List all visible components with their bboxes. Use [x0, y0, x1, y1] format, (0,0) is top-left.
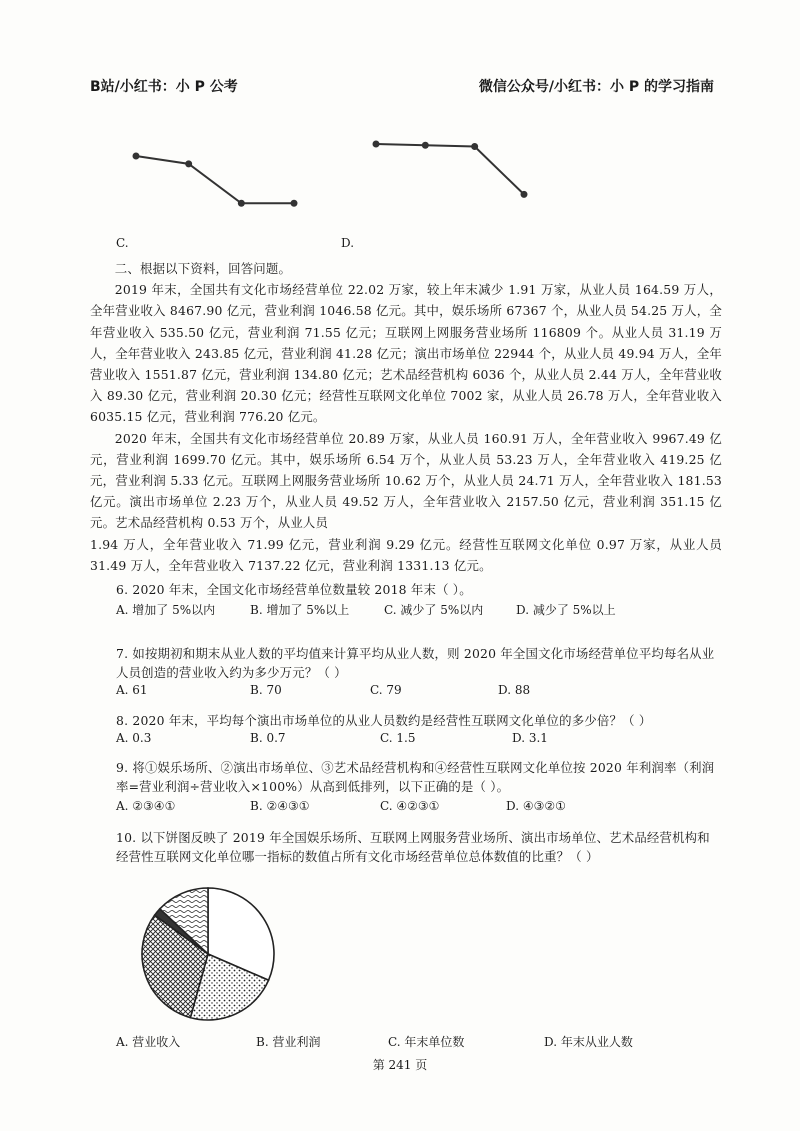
q6-option-a[interactable]: A. 增加了 5%以内: [116, 603, 216, 617]
q6-option-c[interactable]: C. 减少了 5%以内: [384, 603, 484, 617]
option-d-line: [376, 144, 524, 194]
question-9-options: [116, 799, 720, 817]
option-c-point-2: [185, 160, 192, 167]
option-d-line-chart: [360, 128, 540, 223]
question-7-options: [116, 683, 720, 701]
question-6-options: [116, 601, 720, 619]
q8-option-c[interactable]: C. 1.5: [380, 731, 416, 745]
option-d-point-3: [471, 143, 478, 150]
option-c-point-1: [133, 153, 140, 160]
q6-option-b[interactable]: B. 增加了 5%以上: [250, 603, 350, 617]
paragraph-2020: 2020 年末，全国共有文化市场经营单位 20.89 万家，从业人员 160.91 万人，全年营业收入 9967.49 亿元，营业利润 1699.70 亿元。其中，娱乐场所 6.54 万个，从业人员 53.23 万人，全年营业收入 419.25 亿元，营业利润 5.33 亿元。互联网上网服务营业场所 10.62 万个，从业人员 24.71 万人，全年营业收入 181.53 亿元。演出市场单位 2.23 万个，从业人员 49.52 万人，全年营业收入 2157.50 亿元，营业利润 351.15 亿元。艺术品经营机构 0.53 万个，从业人员: [90, 430, 722, 531]
q8-option-b[interactable]: B. 0.7: [250, 731, 286, 745]
q10-option-d[interactable]: D. 年末从业人数: [544, 1035, 633, 1049]
page-number: 第 241 页: [372, 1058, 428, 1072]
option-c-line-chart: [120, 140, 310, 235]
q7-option-b[interactable]: B. 70: [250, 683, 282, 697]
q9-option-d[interactable]: D. ④③②①: [506, 799, 566, 813]
pie-chart: [138, 884, 278, 1024]
question-10-options: [116, 1033, 720, 1051]
question-7: [116, 644, 720, 682]
option-d-point-2: [422, 142, 429, 149]
question-9: [116, 758, 720, 796]
option-d-point-1: [373, 141, 380, 148]
q9-option-b[interactable]: B. ②④③①: [250, 799, 310, 813]
question-10-text: 10. 以下饼图反映了 2019 年全国娱乐场所、互联网上网服务营业场所、演出市场单位、艺术品经营机构和经营性互联网文化单位哪一指标的数值占所有文化市场经营单位总体数值的比重？（ ）: [116, 830, 710, 864]
q7-option-c[interactable]: C. 79: [370, 683, 402, 697]
question-8-text: 8. 2020 年末，平均每个演出市场单位的从业人员数约是经营性互联网文化单位的多少倍？（ ）: [116, 713, 652, 728]
option-c-label: C.: [116, 236, 129, 250]
question-8-options: [116, 731, 720, 749]
q9-option-a[interactable]: A. ②③④①: [116, 799, 176, 813]
material-section: [90, 258, 722, 576]
question-9-text: 9. 将①娱乐场所、②演出市场单位、③艺术品经营机构和④经营性互联网文化单位按 2020 年利润率（利润率=营业利润÷营业收入×100%）从高到低排列，以下正确的是（ ）。: [116, 760, 715, 794]
paragraph-2020-continued: 1.94 万人，全年营业收入 71.99 亿元，营业利润 9.29 亿元。经营性互联网文化单位 0.97 万家，从业人员 31.49 万人，全年营业收入 7137.22 亿元，营业利润 1331.13 亿元。: [90, 536, 722, 573]
q6-option-d[interactable]: D. 减少了 5%以上: [516, 603, 616, 617]
question-6: [116, 580, 720, 599]
q10-option-a[interactable]: A. 营业收入: [116, 1035, 181, 1049]
question-7-text: 7. 如按期初和期末从业人数的平均值来计算平均从业人数，则 2020 年全国文化市场经营单位平均每名从业人员创造的营业收入约为多少万元？（ ）: [116, 646, 715, 680]
question-8: [116, 711, 720, 730]
header-left: B站/小红书：小 P 公考: [90, 79, 238, 95]
option-c-point-4: [291, 200, 298, 207]
section-title: 二、根据以下资料，回答问题。: [114, 261, 292, 276]
option-c-point-3: [238, 200, 245, 207]
option-c-line: [136, 156, 294, 203]
question-6-text: 6. 2020 年末，全国文化市场经营单位数量较 2018 年末（ ）。: [116, 582, 472, 597]
q9-option-c[interactable]: C. ④②③①: [380, 799, 440, 813]
q8-option-a[interactable]: A. 0.3: [116, 731, 152, 745]
q8-option-d[interactable]: D. 3.1: [512, 731, 548, 745]
paragraph-2019: 2019 年末，全国共有文化市场经营单位 22.02 万家，较上年末减少 1.91 万家，从业人员 164.59 万人，全年营业收入 8467.90 亿元，营业利润 1046.58 亿元。其中，娱乐场所 67367 个，从业人员 54.25 万人，全年营业收入 535.50 亿元，营业利润 71.55 亿元；互联网上网服务营业场所 116809 个。从业人员 31.19 万人，全年营业收入 243.85 亿元，营业利润 41.28 亿元；演出市场单位 22944 个，从业人员 49.94 万人，全年营业收入 1551.87 亿元，营业利润 134.80 亿元；艺术品经营机构 6036 个，从业人员 2.44 万人，全年营业收入 89.30 亿元，营业利润 20.30 亿元；经营性互联网文化单位 7002 家，从业人员 26.78 万人，全年营业收入 6035.15 亿元，营业利润 776.20 亿元。: [90, 282, 722, 425]
option-d-point-4: [521, 191, 528, 198]
option-d-label: D.: [341, 236, 355, 250]
q10-option-c[interactable]: C. 年末单位数: [388, 1035, 465, 1049]
q10-option-b[interactable]: B. 营业利润: [256, 1035, 321, 1049]
header-right: 微信公众号/小红书：小 P 的学习指南: [478, 79, 714, 95]
q7-option-a[interactable]: A. 61: [116, 683, 148, 697]
question-10: [116, 828, 720, 866]
q7-option-d[interactable]: D. 88: [498, 683, 531, 697]
